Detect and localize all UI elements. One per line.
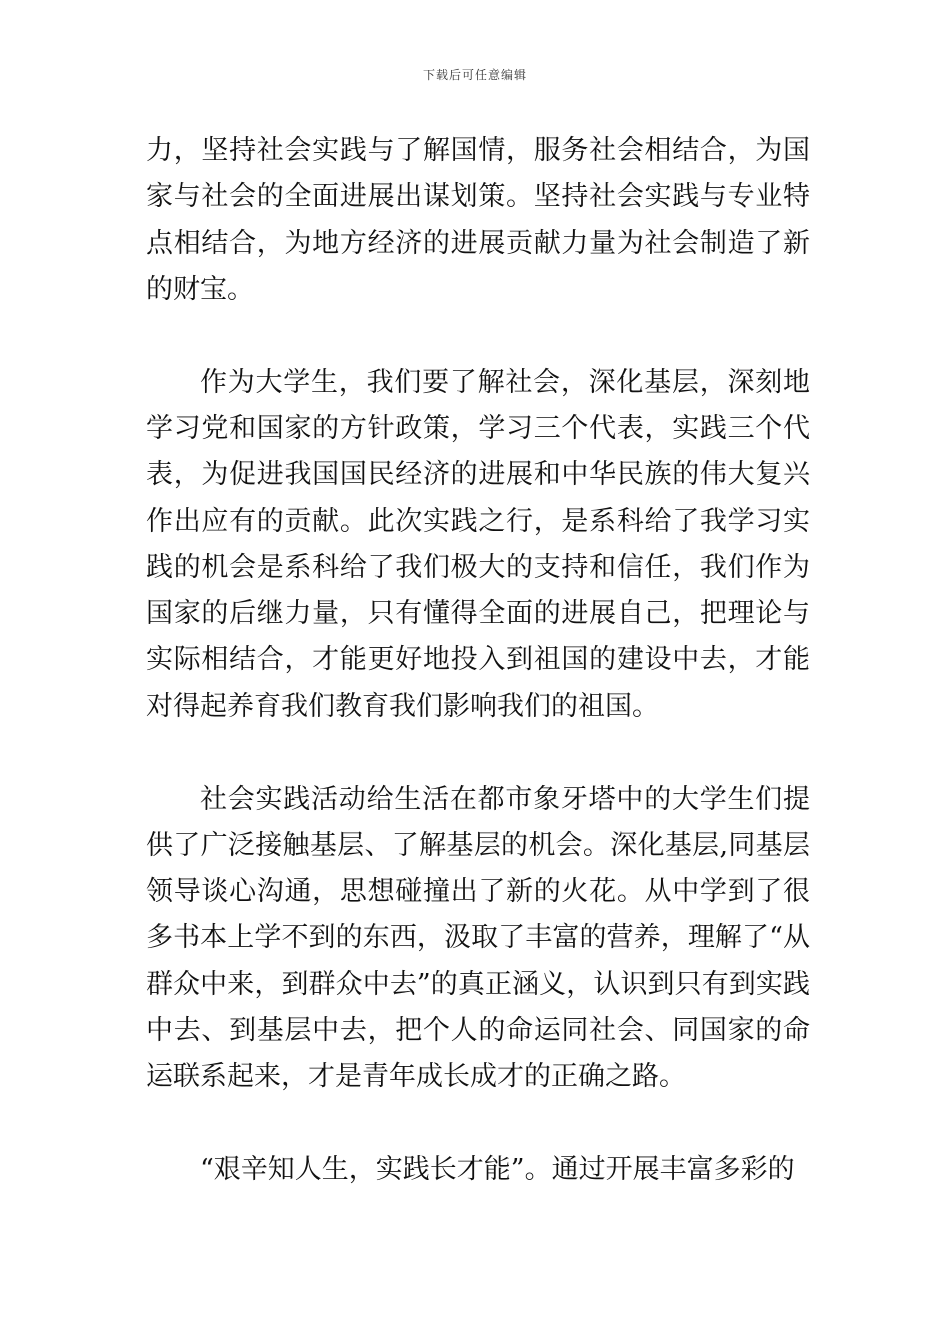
paragraph-3: 社会实践活动给生活在都市象牙塔中的大学生们提供了广泛接触基层、了解基层的机会。深化基层,同基层领导谈心沟通，思想碰撞出了新的火花。从中学到了很多书本上学不到的东西，汲取了丰富的营养，理解了“从群众中来，到群众中去”的真正涵义，认识到只有到实践中去、到基层中去，把个人的命运同社会、同国家的命运联系起来，才是青年成长成才的正确之路。 (146, 783, 810, 1093)
paragraph-4: “艰辛知人生，实践长才能”。通过开展丰富多彩的 (200, 1154, 795, 1186)
document-body (146, 128, 810, 1193)
paragraph-1: 力，坚持社会实践与了解国情，服务社会相结合，为国家与社会的全面进展出谋划策。坚持社会实践与专业特点相结合，为地方经济的进展贡献力量为社会制造了新的财宝。 (146, 135, 810, 305)
paragraph-2: 作为大学生，我们要了解社会，深化基层，深刻地学习党和国家的方针政策，学习三个代表，实践三个代表，为促进我国国民经济的进展和中华民族的伟大复兴作出应有的贡献。此次实践之行，是系科给了我学习实践的机会是系科给了我们极大的支持和信任，我们作为国家的后继力量，只有懂得全面的进展自己，把理论与实际相结合，才能更好地投入到祖国的建设中去，才能对得起养育我们教育我们影响我们的祖国。 (146, 366, 810, 722)
page-header: 下载后可任意编辑 (422, 68, 527, 82)
